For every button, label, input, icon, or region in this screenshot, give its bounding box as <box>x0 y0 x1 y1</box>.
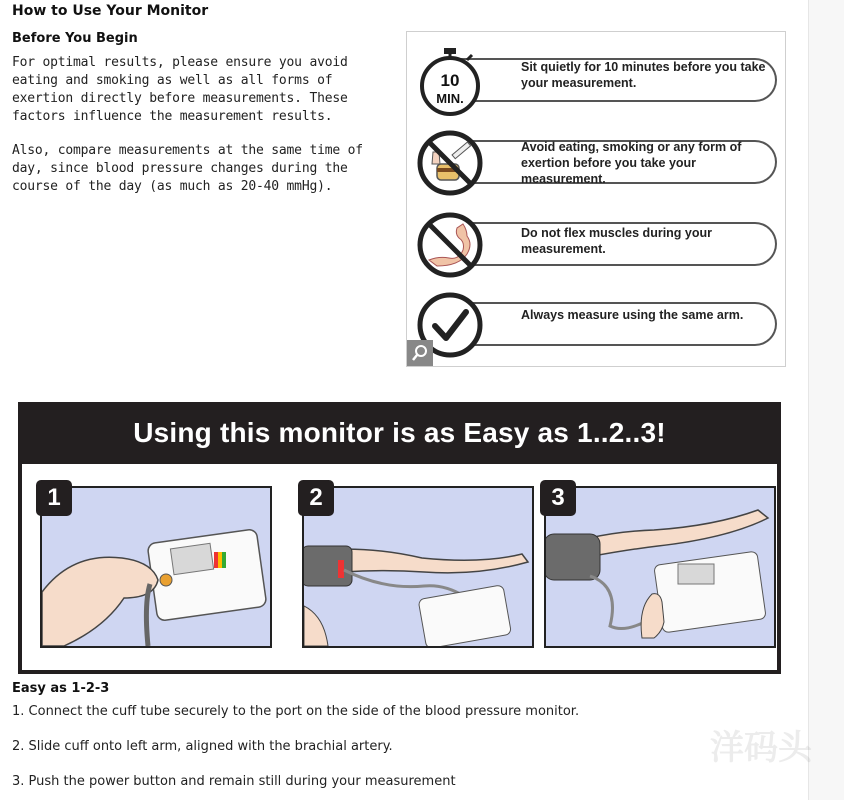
step-scene <box>302 486 534 648</box>
step-2-illustration <box>302 486 534 648</box>
page-side-rail <box>808 0 844 800</box>
no-eating-smoking-icon <box>415 128 485 198</box>
tips-image <box>406 31 786 367</box>
intro-paragraph: For optimal results, please ensure you avoid eating and smoking as well as all forms of exertion directly before measurements. These factors influence the measurement results. <box>12 55 348 124</box>
step-1-illustration <box>40 486 272 648</box>
step-scene <box>544 486 776 648</box>
section-subtitle: Before You Begin <box>12 31 138 46</box>
tip-text: Do not flex muscles during your measurement. <box>521 226 712 256</box>
zoom-icon[interactable] <box>407 340 433 366</box>
step-number: 3 <box>540 480 576 516</box>
easy-step-1: 1. Connect the cuff tube securely to the port on the side of the blood pressure monitor. <box>12 704 580 719</box>
steps-illustration <box>22 464 777 670</box>
banner-title: Using this monitor is as Easy as 1..2..3! <box>133 417 666 448</box>
stopwatch-minutes: 10 <box>440 71 460 90</box>
tip-no-flex <box>415 210 779 280</box>
watermark-logo: 洋码头 <box>710 728 812 768</box>
tip-text: Always measure using the same arm. <box>521 308 744 322</box>
instructions-banner <box>18 402 781 674</box>
easy-step-2: 2. Slide cuff onto left arm, aligned with the brachial artery. <box>12 739 393 754</box>
stopwatch-icon <box>415 46 485 116</box>
no-flex-icon <box>415 210 485 280</box>
tip-text: Sit quietly for 10 minutes before you take your measurement. <box>521 60 766 90</box>
timing-paragraph: Also, compare measurements at the same time of day, since blood pressure changes during the course of the day (as much as 20-40 mmHg). <box>12 143 363 194</box>
easy-steps-heading: Easy as 1-2-3 <box>12 681 110 696</box>
step-scene <box>40 486 272 648</box>
step-number: 1 <box>36 480 72 516</box>
tip-avoid-eating <box>415 128 779 198</box>
tip-text: Avoid eating, smoking or any form of exertion before you take your measurement. <box>521 140 742 186</box>
step-number: 2 <box>298 480 334 516</box>
tip-sit-quietly <box>415 46 779 116</box>
page-title: How to Use Your Monitor <box>12 3 209 19</box>
step-3-illustration <box>544 486 776 648</box>
tip-same-arm <box>415 290 779 360</box>
easy-step-3: 3. Push the power button and remain still during your measurement <box>12 774 456 789</box>
stopwatch-unit: MIN. <box>436 91 464 106</box>
